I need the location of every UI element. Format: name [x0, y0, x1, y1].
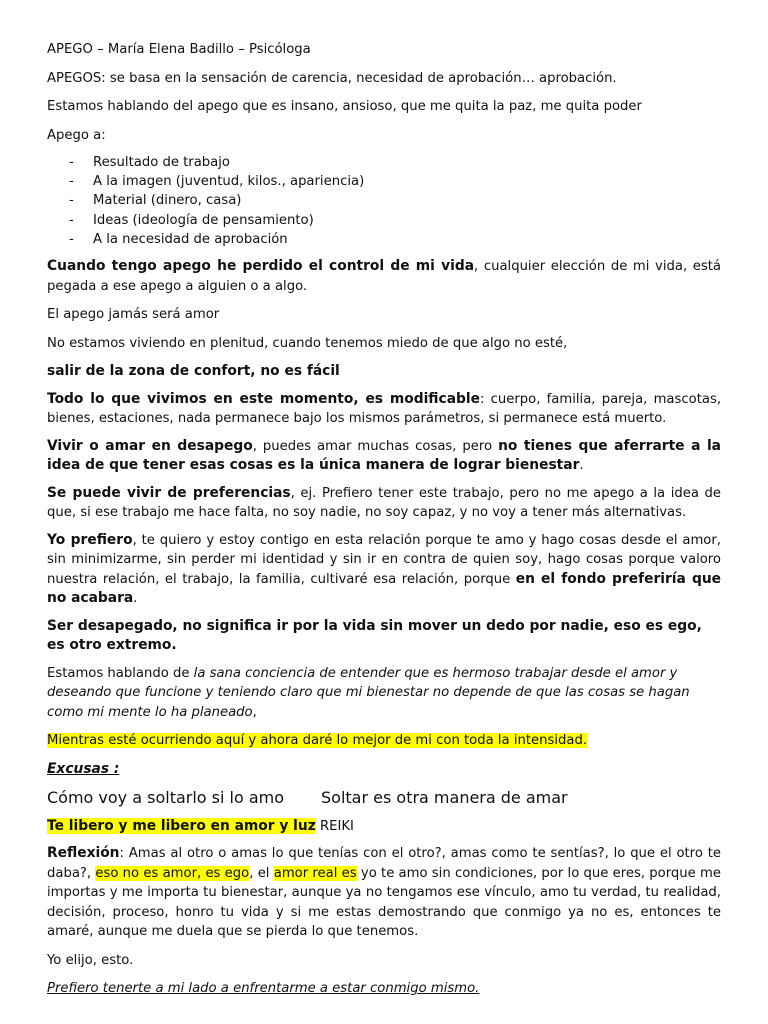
paragraph-preferencias: Se puede vivir de preferencias, ej. Prefiero tener este trabajo, pero no me apego a la idea de que, si ese trabajo me hace falta, no soy nadie, no soy capaz, y no voy a tener más alternativas.: [47, 484, 722, 521]
paragraph-plenitud: No estamos viviendo en plenitud, cuando tenemos miedo de que algo no esté,: [47, 335, 568, 351]
excusa-right: Soltar es otra manera de amar: [321, 788, 568, 808]
excusa-left: Cómo voy a soltarlo si lo amo: [47, 788, 285, 808]
excusas-row: [47, 788, 721, 808]
document-title: APEGO – María Elena Badillo – Psicóloga: [47, 42, 311, 57]
paragraph-desapego: Vivir o amar en desapego, puedes amar muchas cosas, pero no tienes que aferrarte a la idea de que tener esas cosas es la única manera de lograr bienestar.: [47, 437, 721, 474]
paragraph-apegos: APEGOS: se basa en la sensación de carencia, necesidad de aprobación… aprobación.: [47, 70, 617, 86]
paragraph-reflexion: Reflexión: Amas al otro o amas lo que tenías con el otro?, amas como te sentías?, lo que el otro te daba?, eso no es amor, es ego, el amor real es yo te amo sin condiciones, por lo que eres, porque me importas y me importa tu bienestar, aunque ya no tengamos ese vínculo, amo tu verdad, tu realidad, decisión, proceso, honro tu vida y si me estas demostrando que conmigo ya no es, entonces te amaré, aunque me duela que se pierda lo que tenemos.: [47, 845, 721, 940]
heading-excusas: Excusas :: [47, 760, 120, 777]
paragraph-te-libero: Te libero y me libero en amor y luz REIKI: [47, 817, 354, 834]
paragraph-desapegado: Ser desapegado, no significa ir por la vida sin mover un dedo por nadie, eso es ego, es otro extremo.: [47, 617, 702, 654]
paragraph-closing: Prefiero tenerte a mi lado a enfrentarme a estar conmigo mismo.: [47, 981, 480, 997]
paragraph-confort: salir de la zona de confort, no es fácil: [47, 363, 340, 380]
list-item: - Ideas (ideología de pensamiento): [69, 212, 314, 228]
apego-list: [47, 153, 721, 249]
paragraph-jamas: El apego jamás será amor: [47, 307, 220, 323]
document-page: [47, 40, 721, 999]
paragraph-yo-prefiero: Yo prefiero, te quiero y estoy contigo en esta relación porque te amo y hago cosas desde el amor, sin minimizarme, sin perder mi identidad y sin ir en contra de quien soy, hago cosas porque valoro nuestra relación, el trabajo, la familia, cultivaré esa relación, porque en el fondo preferiría que no acabara.: [47, 531, 722, 607]
list-item: - Resultado de trabajo: [69, 155, 230, 170]
paragraph-insano: Estamos hablando del apego que es insano, ansioso, que me quita la paz, me quita poder: [47, 99, 642, 114]
list-item: - A la imagen (juventud, kilos., apariencia): [69, 174, 365, 190]
list-item: - Material (dinero, casa): [69, 193, 242, 209]
paragraph-apego-a: Apego a:: [47, 127, 106, 143]
list-item: - A la necesidad de aprobación: [69, 231, 288, 247]
paragraph-yo-elijo: Yo elijo, esto.: [47, 952, 134, 968]
paragraph-modificable: Todo lo que vivimos en este momento, es modificable: cuerpo, familia, pareja, mascotas, bienes, estaciones, nada permanece bajo los mismos parámetros, si permanece está muerto.: [47, 390, 722, 427]
paragraph-control: Cuando tengo apego he perdido el control de mi vida, cualquier elección de mi vida, está pegada a ese apego a alguien o a algo.: [47, 258, 721, 294]
paragraph-mientras: Mientras esté ocurriendo aquí y ahora daré lo mejor de mi con toda la intensidad.: [47, 733, 588, 749]
paragraph-sana-conciencia: Estamos hablando de la sana conciencia de entender que es hermoso trabajar desde el amor y deseando que funcione y teniendo claro que mi bienestar no depende de que las cosas se hagan como mi mente lo ha planeado,: [47, 665, 690, 720]
